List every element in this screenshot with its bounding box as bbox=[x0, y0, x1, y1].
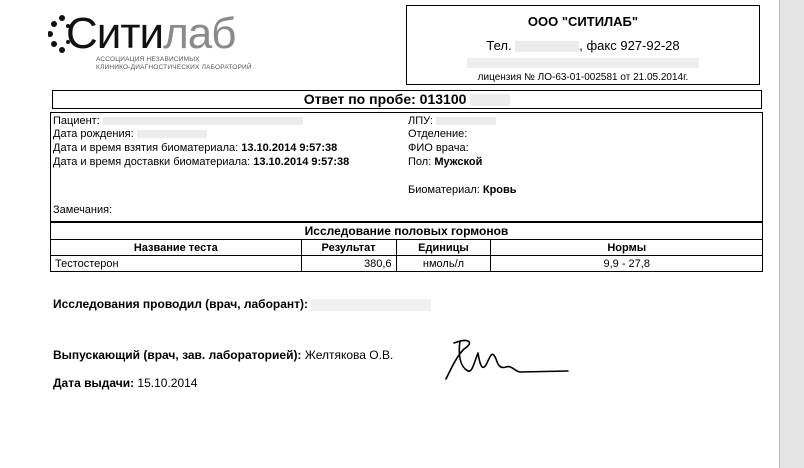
issue-date-label: Дата выдачи: bbox=[53, 376, 135, 390]
issue-date-row bbox=[53, 376, 197, 390]
logo-wordmark bbox=[66, 10, 235, 58]
tel-label: Тел. bbox=[486, 38, 512, 53]
remarks-label: Замечания: bbox=[53, 204, 113, 216]
collection-value: 13.10.2014 9:57:38 bbox=[241, 142, 338, 154]
sex-row bbox=[408, 156, 482, 169]
table-header-row bbox=[51, 240, 763, 256]
delivery-row bbox=[53, 156, 349, 169]
patient-info-block bbox=[50, 112, 763, 222]
company-header-box bbox=[406, 5, 760, 85]
report-title bbox=[52, 90, 762, 109]
handwritten-signature bbox=[440, 335, 575, 385]
doctor-row bbox=[408, 142, 469, 155]
department-row bbox=[408, 128, 467, 141]
cell-units: нмоль/л bbox=[396, 256, 491, 272]
released-by-name: Желтякова О.В. bbox=[304, 348, 394, 362]
cell-test-name: Тестостерон bbox=[51, 256, 302, 272]
column-header-norms: Нормы bbox=[491, 240, 763, 256]
table-section-row bbox=[51, 223, 763, 240]
logo-subtitle-line1: АССОЦИАЦИЯ НЕЗАВИСИМЫХ bbox=[96, 56, 200, 63]
logo-subtitle-line2: КЛИНИКО-ДИАГНОСТИЧЕСКИХ ЛАБОРАТОРИЙ bbox=[96, 64, 252, 71]
section-title: Исследование половых гормонов bbox=[51, 223, 763, 240]
redacted-dob bbox=[137, 130, 207, 138]
lpu-label: ЛПУ: bbox=[408, 115, 433, 127]
logo-subtitle bbox=[96, 56, 252, 72]
patient-row bbox=[53, 115, 303, 128]
logo-wordmark-light: лаб bbox=[163, 9, 236, 58]
redacted-address bbox=[467, 58, 699, 68]
cell-norm: 9,9 - 27,8 bbox=[491, 256, 763, 272]
column-header-units: Единицы bbox=[396, 240, 491, 256]
redacted-performer bbox=[311, 299, 431, 311]
lpu-row bbox=[408, 115, 496, 128]
company-name: ООО "СИТИЛАБ" bbox=[527, 14, 639, 29]
report-title-label: Ответ по пробе: bbox=[303, 91, 416, 107]
page-edge-shadow bbox=[780, 0, 804, 468]
remarks-row bbox=[53, 204, 112, 217]
fax-label: факс bbox=[586, 38, 617, 53]
cell-result: 380,6 bbox=[301, 256, 396, 272]
column-header-result: Результат bbox=[301, 240, 396, 256]
performed-by-row bbox=[53, 297, 431, 311]
patient-label: Пациент: bbox=[53, 115, 100, 127]
results-table bbox=[50, 222, 763, 272]
performed-by-label: Исследования проводил (врач, лаборант): bbox=[53, 297, 309, 311]
doctor-label: ФИО врача: bbox=[408, 142, 469, 154]
collection-label: Дата и время взятия биоматериала: bbox=[53, 142, 239, 154]
column-header-test: Название теста bbox=[51, 240, 302, 256]
citilab-logo bbox=[48, 8, 278, 70]
redacted-phone bbox=[515, 41, 579, 52]
dob-row bbox=[53, 128, 207, 141]
logo-wordmark-dark: Сити bbox=[66, 9, 164, 58]
table-row bbox=[51, 256, 763, 272]
sex-label: Пол: bbox=[408, 156, 432, 168]
biomaterial-row bbox=[408, 184, 517, 197]
sex-value: Мужской bbox=[434, 156, 483, 168]
redacted-sample-number bbox=[470, 94, 510, 106]
redacted-lpu bbox=[436, 117, 496, 125]
biomaterial-value: Кровь bbox=[482, 184, 517, 196]
issue-date-value: 15.10.2014 bbox=[137, 376, 198, 390]
released-by-row bbox=[53, 348, 393, 362]
department-label: Отделение: bbox=[408, 128, 468, 140]
redacted-patient-name bbox=[103, 117, 303, 125]
sample-number: 013100 bbox=[419, 91, 467, 107]
company-license: лицензия № ЛО-63-01-002581 от 21.05.2014г. bbox=[477, 72, 689, 83]
company-phones: Тел. , факс 927-92-28 bbox=[486, 38, 680, 53]
delivery-value: 13.10.2014 9:57:38 bbox=[253, 156, 350, 168]
biomaterial-label: Биоматериал: bbox=[408, 184, 480, 196]
released-by-label: Выпускающий (врач, зав. лабораторией): bbox=[53, 348, 302, 362]
dob-label: Дата рождения: bbox=[53, 128, 134, 140]
delivery-label: Дата и время доставки биоматериала: bbox=[53, 156, 251, 168]
collection-row bbox=[53, 142, 337, 155]
fax-number: 927-92-28 bbox=[620, 38, 680, 53]
